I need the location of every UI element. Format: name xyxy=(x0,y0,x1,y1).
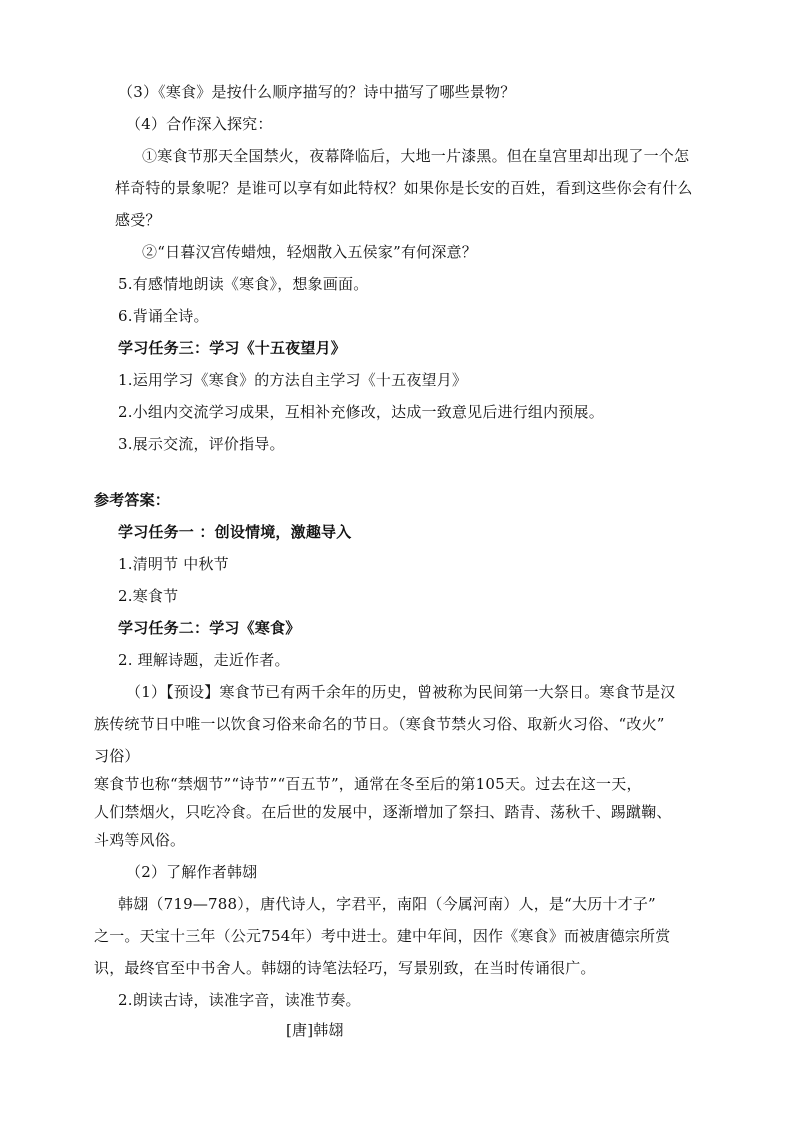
inquiry-1-line-1: ①寒食节那天全国禁火，夜幕降临后，大地一片漆黑。但在皇宫里却出现了一个怎 xyxy=(142,147,690,165)
task-3-step-3: 3.展示交流，评价指导。 xyxy=(118,435,285,453)
inquiry-2: ②“日暮汉宫传蜡烛，轻烟散入五侯家”有何深意？ xyxy=(142,243,477,261)
step-5: 5.有感情地朗读《寒食》，想象画面。 xyxy=(118,275,369,293)
task-3-heading: 学习任务三：学习《十五夜望月》 xyxy=(118,339,347,357)
festival-line-2: 人们禁烟火，只吃冷食。在后世的发展中，逐渐增加了祭扫、踏青、荡秋千、踢蹴鞠、 xyxy=(94,803,672,821)
answer-task-1-item-2: 2.寒食节 xyxy=(118,587,179,605)
preset-line-3: 习俗） xyxy=(94,747,140,765)
answers-heading: 参考答案： xyxy=(94,491,171,509)
author-line-3: 识，最终官至中书舍人。韩翃的诗笔法轻巧，写景别致，在当时传诵很广。 xyxy=(94,959,596,977)
reading-step: 2.朗读古诗，读准字音，读准节奏。 xyxy=(118,991,361,1009)
answer-task-1-heading: 学习任务一 ：创设情境，激趣导入 xyxy=(118,523,352,541)
answer-task-2-heading: 学习任务二：学习《寒食》 xyxy=(118,619,301,637)
festival-line-3: 斗鸡等风俗。 xyxy=(94,831,186,849)
author-heading: （2）了解作者韩翃 xyxy=(126,863,258,881)
task-3-step-2: 2.小组内交流学习成果，互相补充修改，达成一致意见后进行组内预展。 xyxy=(118,403,604,421)
preset-line-1: （1）【预设】寒食节已有两千余年的历史，曾被称为民间第一大祭日。寒食节是汉 xyxy=(126,683,676,701)
inquiry-1-line-2: 样奇特的景象呢？是谁可以享有如此特权？如果你是长安的百姓，看到这些你会有什么 xyxy=(115,179,693,197)
preset-line-2: 族传统节日中唯一以饮食习俗来命名的节日。（寒食节禁火习俗、取新火习俗、“改火” xyxy=(94,715,665,733)
inquiry-1-line-3: 感受？ xyxy=(115,211,161,229)
task-3-step-1: 1.运用学习《寒食》的方法自主学习《十五夜望月》 xyxy=(118,371,468,389)
answer-task-1-item-1: 1.清明节 中秋节 xyxy=(118,555,229,573)
author-line-2: 之一。天宝十三年（公元754年）考中进士。建中年间，因作《寒食》而被唐德宗所赏 xyxy=(94,927,671,945)
poem-author: [唐]韩翃 xyxy=(286,1021,344,1039)
question-3: （3）《寒食》是按什么顺序描写的？诗中描写了哪些景物？ xyxy=(118,83,516,101)
question-4: （4）合作深入探究： xyxy=(126,115,273,133)
author-line-1: 韩翃（719—788），唐代诗人，字君平，南阳（今属河南）人，是“大历十才子” xyxy=(118,895,656,913)
answer-task-2-step-2: 2. 理解诗题，走近作者。 xyxy=(118,651,290,669)
step-6: 6.背诵全诗。 xyxy=(118,307,209,325)
festival-line-1: 寒食节也称“禁烟节”“诗节”“百五节”，通常在冬至后的第105天。过去在这一天， xyxy=(94,775,642,793)
